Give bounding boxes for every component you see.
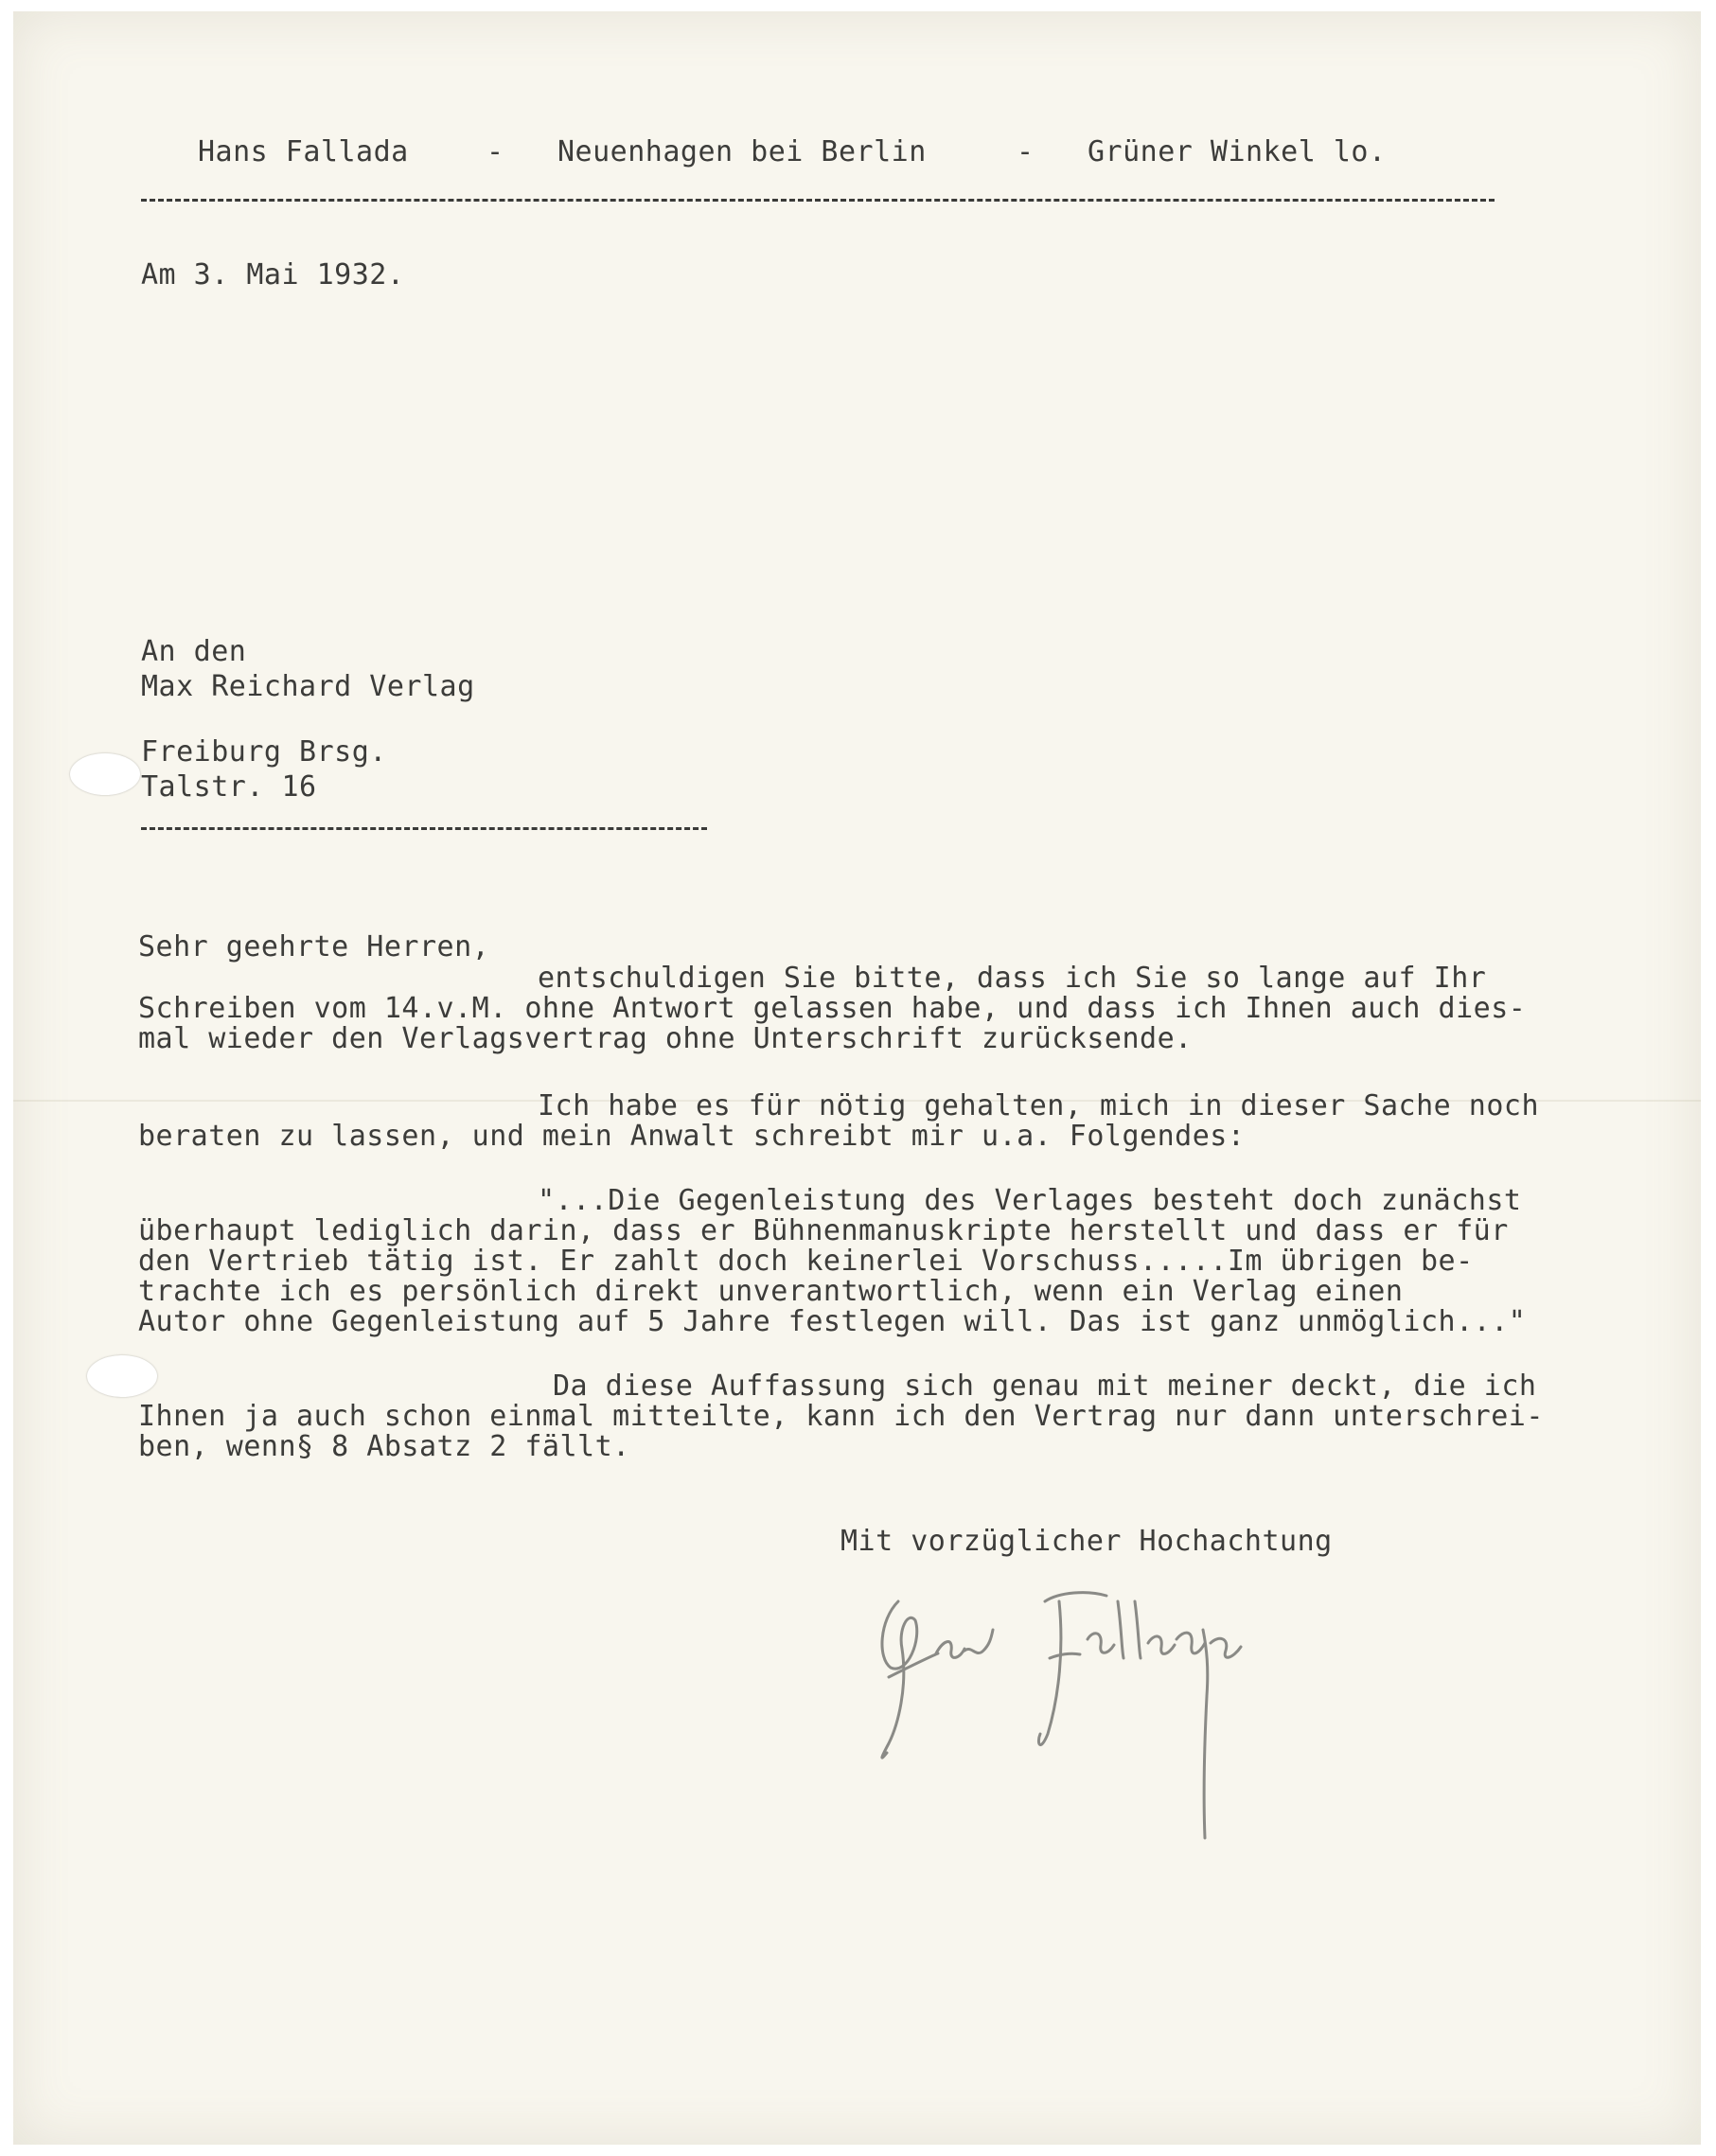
quote-line: trachte ich es persönlich direkt unverantwortlich, wenn ein Verlag einen xyxy=(138,1275,1404,1308)
letterhead-name: Hans Fallada xyxy=(198,135,409,168)
letter-sheet xyxy=(13,11,1701,2145)
quote-line: Autor ohne Gegenleistung auf 5 Jahre festlegen will. Das ist ganz unmöglich..." xyxy=(138,1305,1527,1338)
quote-line: den Vertrieb tätig ist. Er zahlt doch keinerlei Vorschuss.....Im übrigen be- xyxy=(138,1245,1474,1278)
letterhead-place: Neuenhagen bei Berlin xyxy=(557,135,927,168)
closing: Mit vorzüglicher Hochachtung xyxy=(840,1525,1333,1558)
letterhead-street: Grüner Winkel lo. xyxy=(1088,135,1387,168)
paragraph-line: Da diese Auffassung sich genau mit meiner deckt, die ich xyxy=(553,1370,1537,1403)
punch-hole xyxy=(70,753,140,795)
paragraph-line: Ich habe es für nötig gehalten, mich in dieser Sache noch xyxy=(538,1089,1540,1122)
quote-line: überhaupt lediglich darin, dass er Bühnenmanuskripte herstellt und dass er für xyxy=(138,1214,1509,1247)
paragraph-line: Ihnen ja auch schon einmal mitteilte, kann ich den Vertrag nur dann unterschrei- xyxy=(138,1400,1544,1433)
letterhead-separator: - xyxy=(486,135,504,168)
paragraph-line: entschuldigen Sie bitte, dass ich Sie so lange auf Ihr xyxy=(538,962,1487,995)
letterhead-separator: - xyxy=(1017,135,1035,168)
quote-line: "...Die Gegenleistung des Verlages besteht doch zunächst xyxy=(538,1184,1522,1217)
recipient-line-2: Max Reichard Verlag xyxy=(141,670,475,703)
recipient-line-3: Freiburg Brsg. xyxy=(141,735,387,769)
letter-date: Am 3. Mai 1932. xyxy=(141,258,405,292)
signature-image xyxy=(870,1564,1286,1866)
recipient-rule xyxy=(141,827,707,830)
paragraph-line: beraten zu lassen, und mein Anwalt schreibt mir u.a. Folgendes: xyxy=(138,1120,1246,1153)
letterhead-rule xyxy=(141,199,1495,202)
recipient-line-1: An den xyxy=(141,635,247,668)
recipient-line-4: Talstr. 16 xyxy=(141,770,317,804)
paragraph-line: ben, wenn§ 8 Absatz 2 fällt. xyxy=(138,1430,630,1463)
paragraph-line: mal wieder den Verlagsvertrag ohne Unterschrift zurücksende. xyxy=(138,1022,1193,1055)
paragraph-line: Schreiben vom 14.v.M. ohne Antwort gelassen habe, und dass ich Ihnen auch dies- xyxy=(138,992,1527,1025)
salutation: Sehr geehrte Herren, xyxy=(138,930,490,963)
punch-hole xyxy=(87,1355,157,1397)
